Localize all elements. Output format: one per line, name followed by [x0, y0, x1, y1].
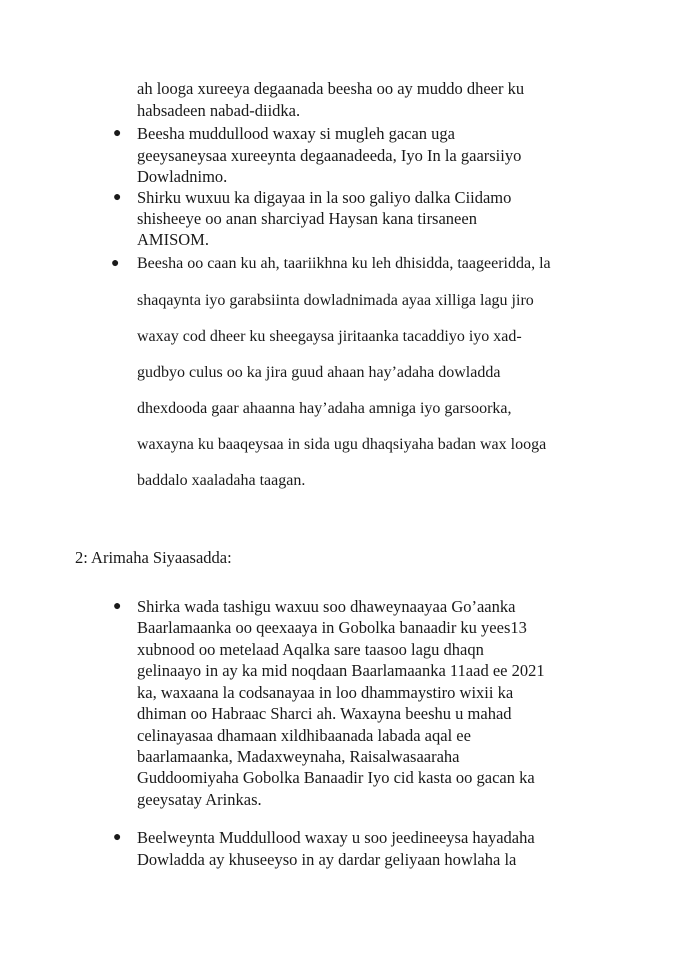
text-line: geeysatay Arinkas. [137, 790, 262, 809]
text-line: AMISOM. [137, 230, 209, 249]
text-line: baarlamaanka, Madaxweynaha, Raisalwasaaraha [137, 747, 460, 766]
text-line: Guddoomiyaha Gobolka Banaadir Iyo cid kasta oo gacan ka [137, 768, 535, 787]
text-line: waxayna ku baaqeysaa in sida ugu dhaqsiyaha badan wax looga [137, 436, 547, 453]
section-heading: 2: Arimaha Siyaasadda: [75, 548, 232, 567]
bullet-icon: ● [113, 830, 122, 845]
text-line: celinayasaa dhamaan xildhibaanada labada aqal ee [137, 726, 471, 745]
text-line: Beesha oo caan ku ah, taariikhna ku leh dhisidda, taageeridda, la [137, 255, 551, 272]
text-line: gudbyo culus oo ka jira guud ahaan hay’adaha dowladda [137, 364, 501, 381]
text-line: habsadeen nabad-diidka. [137, 101, 301, 120]
text-line: Baarlamaanka oo qeexaaya in Gobolka banaadir ku yees13 [137, 618, 527, 637]
text-line: shisheeye oo anan sharciyad Haysan kana tirsaneen [137, 209, 477, 228]
bullet-icon: ● [113, 599, 122, 614]
text-line: shaqaynta iyo garabsiinta dowladnimada ayaa xilliga lagu jiro [137, 292, 534, 309]
text-line: Beelweynta Muddullood waxay u soo jeedineeysa hayadaha [137, 828, 535, 847]
text-line: ka, waxaana la codsanayaa in loo dhammaystiro wixii ka [137, 683, 514, 702]
text-line: xubnood oo metelaad Aqalka sare taasoo lagu dhaqn [137, 640, 484, 659]
bullet-icon: ● [113, 190, 122, 205]
bullet-icon: ● [111, 256, 120, 271]
text-line: geeysaneysaa xureeynta degaanadeeda, Iyo In la gaarsiiyo [137, 146, 522, 165]
text-line: dhiman oo Habraac Sharci ah. Waxayna beeshu u mahad [137, 704, 512, 723]
text-line: Shirku wuxuu ka digayaa in la soo galiyo dalka Ciidamo [137, 188, 512, 207]
text-line: waxay cod dheer ku sheegaysa jiritaanka tacaddiyo iyo xad- [137, 328, 522, 345]
text-line: baddalo xaaladaha taagan. [137, 472, 306, 489]
text-line: Beesha muddullood waxay si mugleh gacan uga [137, 124, 456, 143]
text-line: ah looga xureeya degaanada beesha oo ay muddo dheer ku [137, 79, 525, 98]
text-line: Dowladnimo. [137, 167, 228, 186]
bullet-icon: ● [113, 126, 122, 141]
text-line: Shirka wada tashigu waxuu soo dhaweynaayaa Go’aanka [137, 597, 516, 616]
text-line: gelinaayo in ay ka mid noqdaan Baarlamaanka 11aad ee 2021 [137, 661, 545, 680]
text-line: dhexdooda gaar ahaanna hay’adaha amniga iyo garsoorka, [137, 400, 512, 417]
text-line: Dowladda ay khuseeyso in ay dardar geliyaan howlaha la [137, 850, 517, 869]
